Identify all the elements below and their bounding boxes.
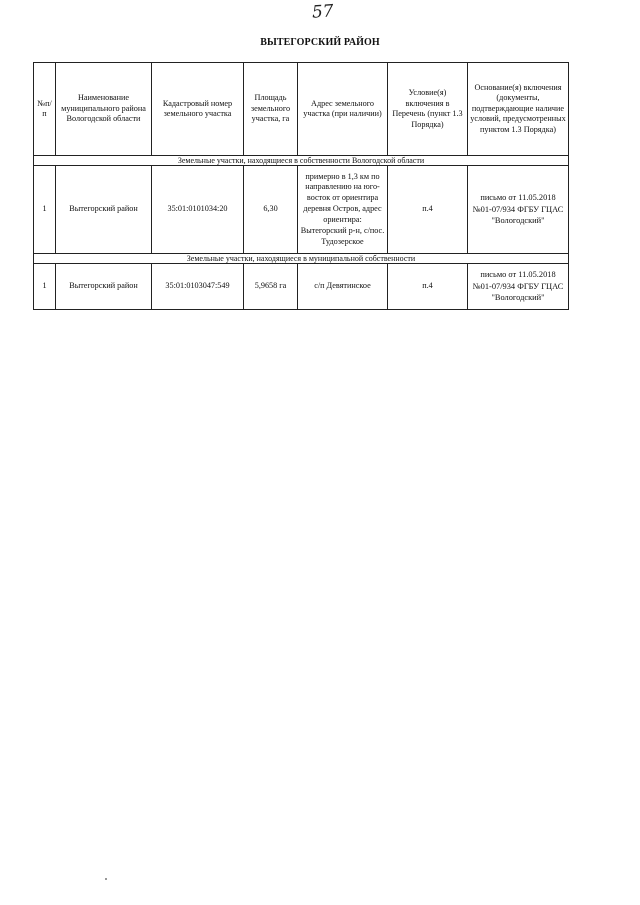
cell-address: с/п Девятинское (298, 264, 388, 310)
header-district: Наименование муниципального района Вологодской области (56, 63, 152, 156)
table-row (34, 264, 569, 310)
cell-basis: письмо от 11.05.2018 №01-07/934 ФГБУ ГЦАС "Вологодский" (468, 166, 569, 254)
table-row (34, 166, 569, 254)
cell-condition: п.4 (388, 166, 468, 254)
header-condition: Условие(я) включения в Перечень (пункт 1.3 Порядка) (388, 63, 468, 156)
cell-area: 6,30 (244, 166, 298, 254)
header-cadastral-number: Кадастровый номер земельного участка (152, 63, 244, 156)
cell-condition: п.4 (388, 264, 468, 310)
header-number: №п/п (34, 63, 56, 156)
table-header-row (34, 63, 569, 156)
cell-cadastral-number: 35:01:0101034:20 (152, 166, 244, 254)
header-address: Адрес земельного участка (при наличии) (298, 63, 388, 156)
header-area: Площадь земельного участка, га (244, 63, 298, 156)
land-plots-table (33, 62, 569, 310)
cell-area: 5,9658 га (244, 264, 298, 310)
cell-address: примерно в 1,3 км по направлению на юго-восток от ориентира деревня Остров, адрес ориентира: Вытегорский р-н, с/пос. Тудозерское (298, 166, 388, 254)
section-row-regional-property (34, 156, 569, 166)
cell-cadastral-number: 35:01:0103047:549 (152, 264, 244, 310)
cell-number: 1 (34, 166, 56, 254)
cell-number: 1 (34, 264, 56, 310)
cell-district: Вытегорский район (56, 166, 152, 254)
section-title: Земельные участки, находящиеся в собственности Вологодской области (34, 156, 569, 166)
section-row-municipal-property (34, 254, 569, 264)
cell-basis: письмо от 11.05.2018 №01-07/934 ФГБУ ГЦАС "Вологодский" (468, 264, 569, 310)
section-title: Земельные участки, находящиеся в муниципальной собственности (34, 254, 569, 264)
header-basis: Основание(я) включения (документы, подтверждающие наличие условий, предусмотренных пунктом 1.3 Порядка) (468, 63, 569, 156)
document-title: ВЫТЕГОРСКИЙ РАЙОН (260, 37, 380, 48)
page-number: 57 (311, 1, 335, 23)
scan-speck (105, 878, 107, 880)
cell-district: Вытегорский район (56, 264, 152, 310)
